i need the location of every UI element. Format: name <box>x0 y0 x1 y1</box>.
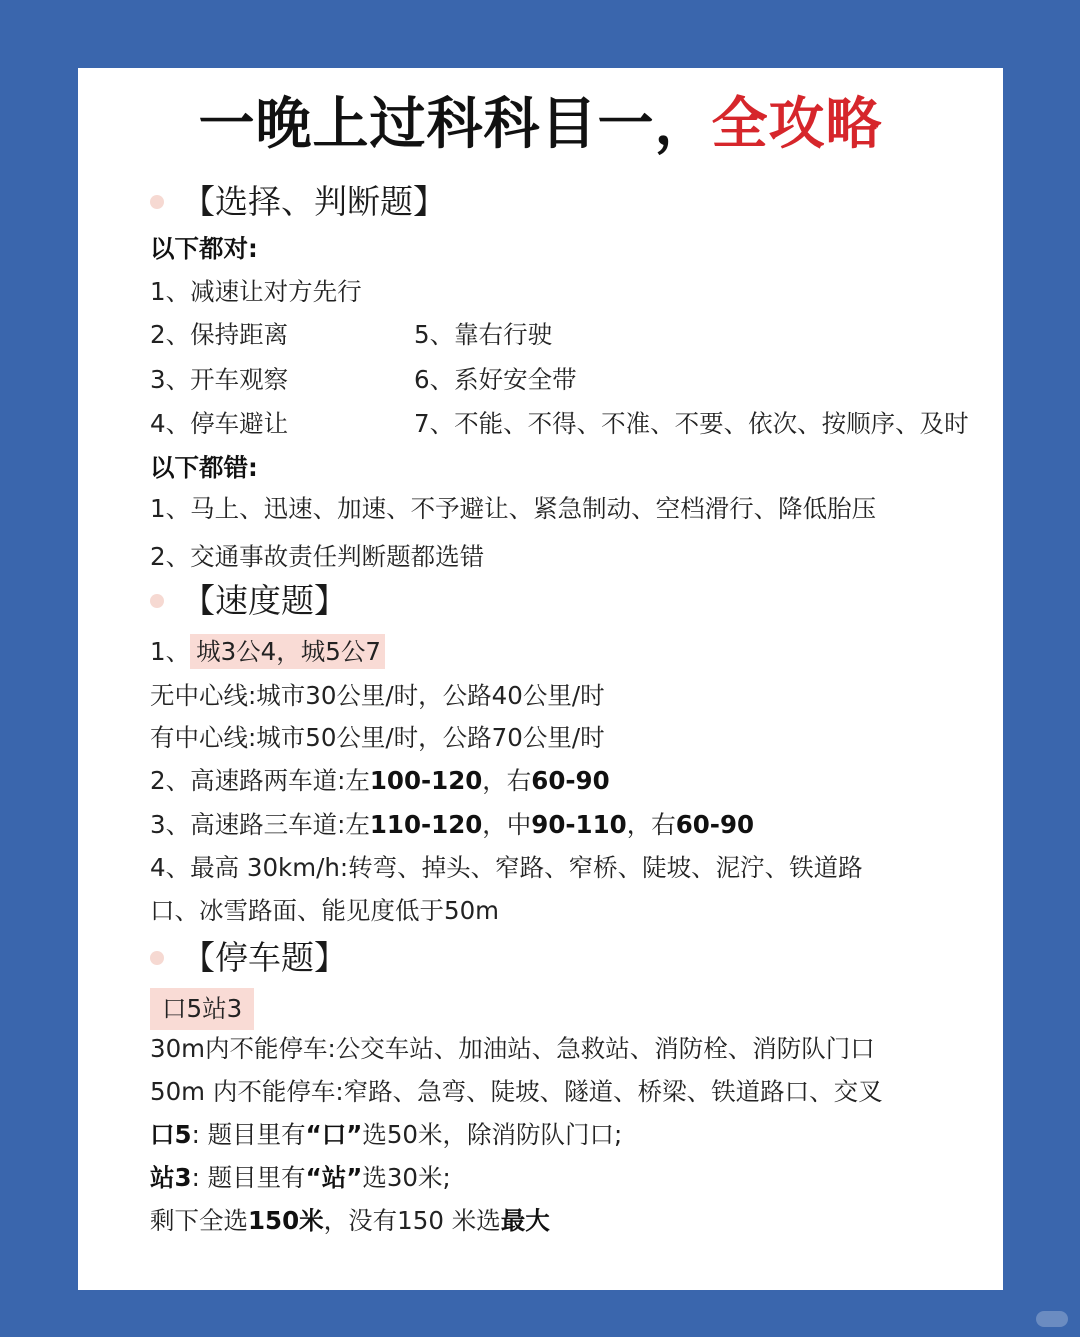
content-card <box>78 68 1003 1290</box>
section-heading-parking: 【停车题】 <box>150 936 347 980</box>
parking-50m: 50m 内不能停车:窄路、急弯、陡坡、隧道、桥梁、铁道路口、交叉 <box>150 1077 883 1106</box>
all-right-row: 2、保持距离 5、靠右行驶 <box>150 320 553 349</box>
speed-highway-three-lane: 3、高速路三车道:左110-120，中90-110，右60-90 <box>150 810 755 839</box>
speed-no-center-line: 无中心线:城市30公里/时，公路40公里/时 <box>150 681 605 710</box>
all-right-row: 4、停车避让 7、不能、不得、不准、不要、依次、按顺序、及时 <box>150 409 969 438</box>
all-wrong-item: 1、马上、迅速、加速、不予避让、紧急制动、空档滑行、降低胎压 <box>150 494 877 523</box>
speed-center-line: 有中心线:城市50公里/时，公路70公里/时 <box>150 723 605 752</box>
bullet-dot-icon <box>150 594 164 608</box>
parking-rule-rest: 剩下全选150米，没有150 米选最大 <box>150 1206 550 1235</box>
speed-highway-two-lane: 2、高速路两车道:左100-120，右60-90 <box>150 766 610 795</box>
all-right-item: 1、减速让对方先行 <box>150 277 362 306</box>
parking-rule-zhan3: 站3: 题目里有“站”选30米; <box>150 1163 451 1192</box>
parking-mnemonic-box: 口5站3 <box>150 988 254 1030</box>
title-main: 一晚上过科科目一， <box>198 92 712 157</box>
all-wrong-item: 2、交通事故责任判断题都选错 <box>150 542 485 571</box>
bullet-dot-icon <box>150 951 164 965</box>
all-right-row: 3、开车观察 6、系好安全带 <box>150 365 577 394</box>
all-right-label: 以下都对: <box>150 234 258 263</box>
all-wrong-label: 以下都错: <box>150 453 258 482</box>
title-highlight: 全攻略 <box>711 92 883 157</box>
speed-highlight: 城3公4，城5公7 <box>190 634 385 669</box>
bullet-dot-icon <box>150 195 164 209</box>
parking-30m: 30m内不能停车:公交车站、加油站、急救站、消防栓、消防队门口 <box>150 1034 875 1063</box>
watermark-badge <box>1036 1311 1068 1327</box>
parking-rule-kou5: 口5: 题目里有“口”选50米，除消防队门口; <box>150 1120 623 1149</box>
section-heading-speed: 【速度题】 <box>150 579 347 623</box>
section-heading-choice: 【选择、判断题】 <box>150 180 446 224</box>
speed-max-30: 4、最高 30km/h:转弯、掉头、窄路、窄桥、陡坡、泥泞、铁道路 <box>150 853 863 882</box>
speed-max-30-cont: 口、冰雪路面、能见度低于50m <box>150 896 500 925</box>
page-title <box>78 90 1003 160</box>
speed-rule-1: 1、 城3公4，城5公7 <box>150 635 385 669</box>
